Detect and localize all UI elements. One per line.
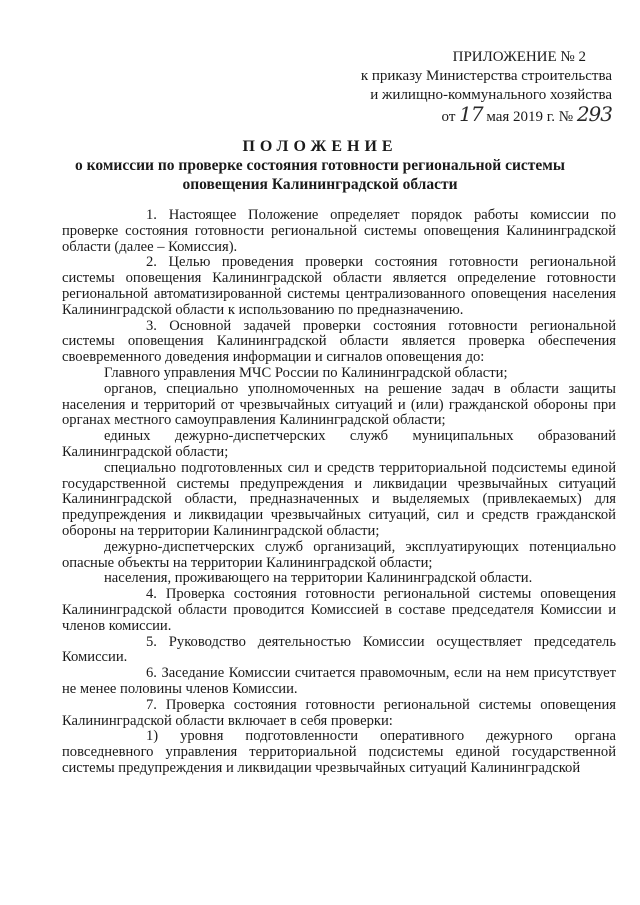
date-prefix: от — [441, 109, 456, 125]
paragraph-number: 4. — [146, 586, 157, 603]
paragraph — [62, 571, 616, 587]
paragraph-number: 3. — [146, 317, 157, 334]
paragraph — [62, 429, 616, 461]
paragraph — [62, 698, 616, 730]
paragraph — [62, 635, 616, 667]
paragraph-text: Основной задачей проверки состояния готовности региональной системы оповещения Калининградской области является проверка обеспечения своевременного доведения информации и сигналов оповещения до: — [62, 317, 617, 366]
paragraph-text: дежурно-диспетчерских служб организаций, эксплуатирующих потенциально опасные объекты на территории Калининградской области; — [62, 538, 616, 571]
appendix-ministry-line: и жилищно-коммунального хозяйства — [370, 87, 612, 103]
date-rest: мая 2019 г. № — [486, 109, 574, 125]
paragraph — [62, 366, 616, 382]
paragraph — [62, 729, 616, 776]
paragraph-number: 7. — [146, 696, 157, 713]
title-subtitle-line1: о комиссии по проверке состояния готовности региональной системы — [75, 157, 565, 174]
paragraph-text: Руководство деятельностью Комиссии осуществляет председатель Комиссии. — [62, 633, 616, 666]
paragraph-number: 1. — [146, 207, 157, 223]
paragraph-number: 1) — [146, 728, 159, 745]
paragraph-text: Проверка состояния готовности региональной системы оповещения Калининградской области проводится Комиссией в составе председателя Комиссии и членов комиссии. — [62, 586, 616, 634]
paragraph-text: Заседание Комиссии считается правомочным, если на нем присутствует не менее половины членов Комиссии. — [62, 665, 616, 697]
paragraph — [62, 382, 616, 429]
paragraph — [62, 540, 616, 572]
paragraph — [62, 319, 616, 366]
paragraph — [62, 461, 616, 540]
paragraph-number: 5. — [146, 633, 157, 650]
paragraph-text: специально подготовленных сил и средств территориальной подсистемы единой государственной системы предупреждения и ликвидации чрезвычайных ситуаций Калининградской области, предназначенных и выделяемых (привлекаемых) для предупреждения и ликвидации чрезвычайных ситуаций, сил и средств гражданской обороны на территории Калининградской области; — [62, 459, 616, 539]
handwritten-day: 17 — [459, 102, 483, 126]
appendix-title: ПРИЛОЖЕНИЕ № 2 — [452, 49, 586, 65]
paragraph-text: единых дежурно-диспетчерских служб муниципальных образований Калининградской области; — [62, 428, 616, 460]
paragraph-text: Проверка состояния готовности региональной системы оповещения Калининградской области включает в себя проверки: — [62, 696, 616, 729]
title-subtitle-line2: оповещения Калининградской области — [182, 176, 458, 193]
paragraph-text: органов, специально уполномоченных на решение задач в области защиты населения и территорий от чрезвычайных ситуаций и (или) гражданской обороны при органах местного самоуправления Калининградской области; — [62, 380, 616, 429]
appendix-order-line: к приказу Министерства строительства — [360, 68, 612, 84]
paragraph-number: 2. — [146, 254, 157, 271]
paragraph-text: уровня подготовленности оперативного дежурного органа повседневного управления территориальной подсистемы единой государственной системы предупреждения и ликвидации чрезвычайных ситуаций Калининградской — [62, 728, 616, 776]
paragraph-number: 6. — [146, 665, 157, 682]
paragraph-text: Главного управления МЧС России по Калининградской области; — [104, 364, 508, 381]
paragraph — [62, 587, 616, 634]
paragraph-text: Целью проведения проверки состояния готовности региональной системы оповещения Калининградской области является определение готовности региональной автоматизированной системы централизованного оповещения населения Калининградской области к использованию по предназначению. — [62, 254, 616, 318]
paragraph — [62, 666, 616, 698]
paragraph — [62, 208, 616, 255]
document-title — [0, 137, 640, 194]
handwritten-order-number: 293 — [576, 102, 612, 126]
title-heading: ПОЛОЖЕНИЕ — [242, 138, 398, 155]
paragraph-text: населения, проживающего на территории Калининградской области. — [104, 570, 533, 587]
appendix-date-line — [312, 102, 612, 127]
paragraph-text: Настоящее Положение определяет порядок работы комиссии по проверке состояния готовности региональной системы оповещения Калининградской области (далее – Комиссия). — [62, 207, 616, 255]
appendix-block — [312, 48, 612, 127]
document-body — [62, 208, 616, 777]
paragraph — [62, 255, 616, 318]
